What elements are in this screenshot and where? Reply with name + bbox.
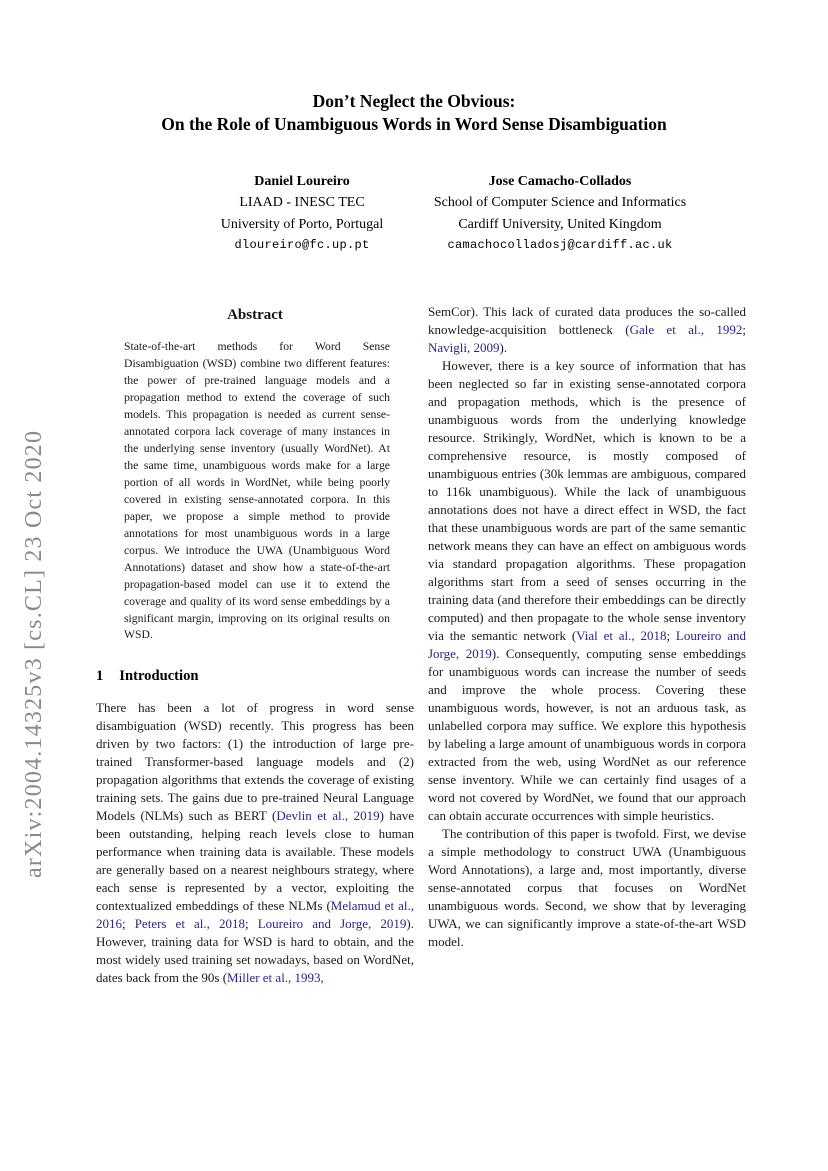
paper-title [64,90,764,137]
author-name: Daniel Loureiro [254,174,350,189]
intro-paragraph-1-continued [428,303,746,357]
citation-link[interactable]: Peters et al., 2018 [134,916,245,932]
column-left [96,303,414,987]
author-affiliation: Cardiff University, United Kingdom [458,216,662,232]
text-segment: However, there is a key source of information that has been neglected so far in existing sense-annotated corpora and propagation methods, which is the presence of unambiguous words from the underlying knowledge resource. Strikingly, WordNet, which is known to be a comprehensive resource, is mostly composed of unambiguous entries (30k lemmas are ambiguous, compared to 116k unambiguous). While the lack of unambiguous annotations does not have a direct effect in WSD, the fact that these unambiguous words are part of the same semantic network means they can have an effect on ambiguous words via standard propagation algorithms. These propagation algorithms start from a seed of senses occurring in the training data (and therefore their embeddings can be directly computed) and then propagate to the whole sense inventory via the semantic network ( [428,358,746,643]
author-affiliation: University of Porto, Portugal [220,216,384,232]
intro-paragraph-1 [96,699,414,987]
intro-paragraph-2 [428,357,746,825]
text-segment: There has been a lot of progress in word sense disambiguation (WSD) recently. This progress has been driven by two factors: (1) the introduction of large pre-trained Transformer-based language models and (2) propagation algorithms that extends the coverage of existing training sets. The gains due to pre-trained Neural Language Models (NLMs) such as BERT ( [96,700,414,824]
citation-link[interactable]: Vial et al., 2018 [576,628,667,643]
text-segment: ; [122,916,135,932]
abstract-heading: Abstract [227,307,283,323]
author-name: Jose Camacho-Collados [488,174,632,189]
text-segment: ; [245,916,258,932]
abstract-text: State-of-the-art methods for Word Sense Disambiguation (WSD) combine two different features: the power of pre-trained language models and a propagation method to extend the coverage of such models. This propagation is needed as current sense-annotated corpora lack coverage of many instances in the underlying sense inventory (usually WordNet). At the same time, unambiguous words make for a large portion of all words in WordNet, while being poorly covered in existing sense-annotated corpora. In this paper, we propose a simple method to provide annotations for most unambiguous words in a large corpus. We introduce the UWA (Unambiguous Word Annotations) dataset and show how a state-of-the-art propagation-based model can use it to extend the coverage and quality of its word sense embeddings by a significant margin, improving on its original results on WSD. [124,340,390,642]
citation-link[interactable]: Loureiro and Jorge, 2019 [257,916,407,932]
section-number: 1 [96,668,104,685]
text-segment: The contribution of this paper is twofold. First, we devise a simple methodology to construct UWA (Unambiguous Word Annotations), a large and, most importantly, diverse sense-annotated corpus that focuses on WordNet unambiguous words. Second, we show that by leveraging UWA, we can significantly improve a state-of-the-art WSD model. [428,826,746,949]
text-segment: ; [666,628,676,643]
author-block-2 [395,171,725,254]
text-segment: ). However, training data for WSD is hard to obtain, and the most widely used training set nowadays, based on WordNet, dates back from the 90s ( [96,916,414,986]
citation-link[interactable]: Melamud et al., 2016 [96,898,415,932]
two-column-body [96,303,746,987]
title-line-1: Don’t Neglect the Obvious: [312,91,516,111]
column-right [428,303,746,987]
section-heading [96,668,414,685]
text-segment: ; [742,322,746,337]
author-email: dloureiro@fc.up.pt [234,237,370,252]
citation-link[interactable]: Navigli, 2009 [428,340,500,355]
text-segment: SemCor). This lack of curated data produces the so-called knowledge-acquisition bottleneck ( [428,304,746,337]
intro-paragraph-3 [428,825,746,951]
citation-link[interactable]: Miller et al., 1993, [227,970,324,986]
citation-link[interactable]: Devlin et al., 2019 [276,808,380,824]
author-affiliation: LIAAD - INESC TEC [239,195,365,211]
section-title: Introduction [119,668,199,685]
author-email: camachocolladosj@cardiff.ac.uk [447,237,673,252]
arxiv-banner: arXiv:2004.14325v3 [cs.CL] 23 Oct 2020 [21,429,47,878]
citation-link[interactable]: Loureiro and Jorge, 2019 [428,628,746,661]
citation-link[interactable]: Gale et al., 1992 [629,322,743,337]
author-affiliation: School of Computer Science and Informatics [433,195,687,211]
title-line-2: On the Role of Unambiguous Words in Word Sense Disambiguation [161,114,667,135]
text-segment: ). [499,340,508,355]
text-segment: ) have been outstanding, helping reach levels close to human performance when training data is available. These models are generally based on a nearest neighbours strategy, where each sense is represented by a vector, exploiting the contextualized embeddings of these NLMs ( [96,808,414,914]
text-segment: ). Consequently, computing sense embeddings for unambiguous words can increase the number of seeds and improve the whole process. Covering these unambiguous words, however, is not an arduous task, as unlabelled corpora may suffice. We explore this hypothesis by labeling a large amount of unambiguous words in corpora extracted from the web, using WordNet as our reference sense inventory. While we can certainly find usages of a word not covered by WordNet, we found that our approach can obtain accurate occurrences with simple heuristics. [428,646,746,823]
